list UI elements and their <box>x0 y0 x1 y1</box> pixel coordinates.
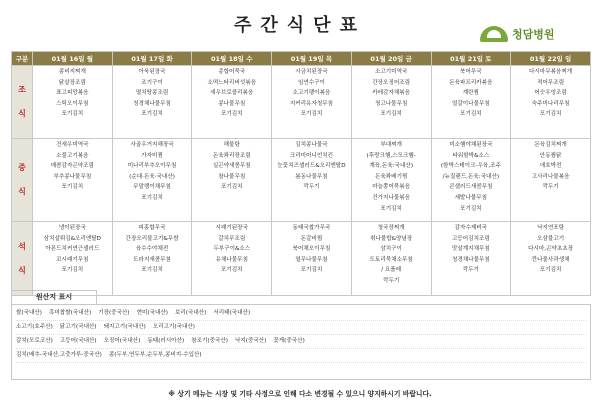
menu-cell <box>431 222 511 296</box>
menu-item: 포기김치 <box>300 111 323 118</box>
menu-item: 북어채오이무침 <box>292 246 331 253</box>
menu-item: 취나물밥&양념장 <box>370 235 413 242</box>
menu-item: 포기김치 <box>220 184 243 191</box>
menu-item: 삼치구이 <box>380 246 402 253</box>
menu-item: 시래기된장국 <box>215 225 248 231</box>
menu-item: 콩나물무침 <box>218 100 246 107</box>
menu-item: 고등어김치조림 <box>451 235 490 242</box>
menu-item: 청경채나물무침 <box>133 100 171 107</box>
menu-item: 미소햄야채된장국 <box>449 142 493 148</box>
menu-item: 포기김치 <box>380 111 402 118</box>
menu-item: 깍두기 <box>462 267 479 274</box>
menu-item: 소고기미역국 <box>374 69 408 75</box>
menu-item: 포기김치 <box>141 111 163 118</box>
menu-item: 지커리유자청무침 <box>289 100 334 107</box>
menu-item: 포기김치 <box>539 111 562 118</box>
origin-line <box>16 321 586 335</box>
menu-item: 어슷우엉조림 <box>534 90 567 97</box>
menu-item: 마늘쫑어묵볶음 <box>372 184 411 191</box>
origin-entry: 닭고기(국내산) <box>59 324 97 330</box>
menu-item: 소떡느타리버섯볶음 <box>207 79 257 86</box>
meal-label <box>12 139 33 222</box>
meal-label-char: 석 <box>18 241 26 251</box>
origin-box <box>11 304 591 380</box>
menu-item: 유채나물무침 <box>215 256 248 263</box>
menu-cell <box>272 139 352 222</box>
menu-cell <box>112 222 192 296</box>
notice-text: ※ 상기 메뉴는 시장 및 기타 사정으로 인해 다소 변경될 수 있으니 양지하시기 바랍니다. <box>168 390 432 398</box>
menu-item: (순대·돈육·국내산) <box>129 173 175 180</box>
menu-cell <box>112 139 192 222</box>
menu-item: 멸치땅콩조림 <box>135 90 169 97</box>
day-header: 01월 20일 금 <box>351 52 431 66</box>
menu-cell <box>351 139 431 222</box>
day-header: 01월 19일 목 <box>272 52 352 66</box>
menu-item: 삼치살튀김&오리엔탈D <box>43 235 101 242</box>
menu-item: 적어무조림 <box>537 79 565 86</box>
origin-entry: 참조기(중국산) <box>191 338 228 344</box>
menu-item: 봄동나물무침 <box>295 173 328 180</box>
menu-item: 도라지새콤무침 <box>133 256 171 263</box>
menu-cell <box>272 66 352 139</box>
menu-item: 육수수야채전 <box>135 246 169 253</box>
origin-entry: 돼지고기(국내산) <box>103 324 146 330</box>
origin-entry: 갈치(모로코산) <box>16 338 53 344</box>
day-header-row <box>12 52 591 66</box>
menu-cell <box>511 222 591 296</box>
weekly-menu-table <box>11 51 591 296</box>
menu-item: 안동찜닭 <box>539 152 562 159</box>
menu-item: 소고기팽이볶음 <box>292 90 331 97</box>
day-header: 01월 17일 화 <box>112 52 192 66</box>
menu-cell <box>431 66 511 139</box>
origin-line <box>16 307 586 321</box>
menu-cell <box>33 139 113 222</box>
menu-item: 갈치무조림 <box>218 235 246 242</box>
menu-item: 청경채나물무침 <box>451 256 490 263</box>
menu-item: 돈육꽈리장조림 <box>212 152 251 159</box>
menu-item: 건새우미역국 <box>56 142 89 148</box>
menu-item: 낙지연포탕 <box>537 225 565 231</box>
menu-cell <box>192 66 272 139</box>
menu-item: 포기김치 <box>220 267 243 274</box>
menu-item: 임연수구이 <box>297 79 325 86</box>
meal-row <box>12 139 591 222</box>
menu-item: 조기구이 <box>141 79 163 86</box>
menu-item: (함박스테이크-우육,조주 <box>440 163 501 170</box>
menu-item: 맛살계지채무침 <box>451 246 490 253</box>
menu-item: 꼬시래기무침 <box>56 256 89 263</box>
menu-item: 콘샐러드새콤무침 <box>449 184 493 191</box>
menu-item: 돈육파프리카볶음 <box>449 79 493 86</box>
menu-item: 얼갈이나물무침 <box>451 100 490 107</box>
menu-item: 매콤감자곤약조림 <box>50 163 94 170</box>
menu-item: 닭살장조림 <box>58 79 86 86</box>
meal-label-char: 중 <box>18 163 26 172</box>
menu-item: 사골우거지해장국 <box>130 142 174 148</box>
meal-row <box>12 222 591 296</box>
menu-item: 실곤약새콤무침 <box>212 163 251 170</box>
origin-entry: 콩(두부,연두부,순두부,콩비지-수입산) <box>108 352 202 358</box>
origin-entry: 오징어(국내산) <box>103 338 141 344</box>
menu-item: / 요플레 <box>381 267 402 274</box>
origin-entry: 낙지(중국산) <box>234 338 267 344</box>
menu-item: 새우브로콜리볶음 <box>210 90 254 97</box>
menu-item: 북어무국 <box>460 69 482 75</box>
origin-entry: 동태(러시아산) <box>147 338 185 344</box>
origin-entry: 기장(중국산) <box>98 310 130 316</box>
origin-entry: 서리태(국내산) <box>213 310 251 316</box>
menu-item: 카레감자채볶음 <box>372 90 411 97</box>
menu-item: 도토리묵채소무침 <box>369 256 413 263</box>
menu-item: 오삼불고기 <box>537 235 565 242</box>
meal-label-char: 조 <box>18 85 26 94</box>
menu-item: 부추콩나물무침 <box>53 173 92 180</box>
menu-item: 포기김치 <box>460 205 482 212</box>
day-header: 01월 16일 월 <box>33 52 113 66</box>
menu-item: 김치콩나물국 <box>295 142 328 148</box>
menu-item: 돈갈비찜 <box>300 235 323 242</box>
menu-item: 해물탕 <box>223 142 240 148</box>
menu-item: 고사리나물볶음 <box>531 173 570 180</box>
menu-item: 열무나물무침 <box>295 256 328 263</box>
origin-line <box>16 335 586 349</box>
menu-item: 냉이된장국 <box>58 225 86 231</box>
origin-entry: 보리(국내산) <box>174 310 207 316</box>
origin-title: 원산지 표시 <box>11 290 97 305</box>
menu-item: 숙주미나리무침 <box>531 100 570 107</box>
origin-entry: 꽃게(중국산) <box>273 338 305 344</box>
menu-item: 다시마,곤약초초장 <box>528 246 574 253</box>
origin-line <box>16 349 586 363</box>
origin-entry: 쌀(국내산) <box>16 310 42 316</box>
menu-item: 아욱된장국 <box>138 69 166 75</box>
meal-label <box>12 66 33 139</box>
menu-cell <box>272 222 352 296</box>
origin-entry: 오리고기(국내산) <box>152 324 195 330</box>
menu-item: 부대찌개 <box>380 142 402 148</box>
origin-entry: 흑미찹쌀(국내산) <box>48 310 92 316</box>
menu-item: 표고피망볶음 <box>56 90 89 97</box>
menu-item: 종합어묵국 <box>218 69 246 75</box>
menu-item: 포기김치 <box>61 267 84 274</box>
menu-item: 깍두기 <box>542 184 559 191</box>
menu-cell <box>431 139 511 222</box>
menu-item: 가자미찜 <box>141 152 163 159</box>
menu-item: 간장오리불고기&무쌈 <box>125 235 179 242</box>
menu-item: 포기김치 <box>141 194 163 201</box>
origin-entry: 현미(국내산) <box>136 310 168 316</box>
menu-item: 돈육김치찌개 <box>534 142 567 148</box>
menu-item: 포기김치 <box>380 205 402 212</box>
menu-cell <box>351 66 431 139</box>
menu-item: 감자수제비국 <box>454 225 488 231</box>
menu-item: 건가지나물볶음 <box>372 194 411 201</box>
menu-item: 계육,돈육:국내산) <box>369 163 413 170</box>
menu-cell <box>511 66 591 139</box>
menu-item: /뉴질랜드,돈육:국내산) <box>442 173 500 180</box>
menu-item: 깍두기 <box>303 184 320 191</box>
menu-item: 눈꽃치즈샐러드&오리엔탈D <box>277 163 346 170</box>
menu-item: 계란찜 <box>462 90 479 97</box>
menu-item: 콩비지찌개 <box>58 69 86 75</box>
menu-item: 포기김치 <box>460 111 482 118</box>
menu-cell <box>351 222 431 296</box>
menu-item: 무말랭이채무침 <box>133 184 171 191</box>
menu-item: 다시마무볶음찌개 <box>528 69 573 75</box>
menu-item: 두부구이&소스 <box>213 246 251 253</box>
menu-cell <box>511 139 591 222</box>
hospital-logo-icon <box>480 26 508 42</box>
menu-item: 크리미어니언치킨 <box>289 152 334 159</box>
menu-cell <box>192 139 272 222</box>
hospital-name: 청담병원 <box>512 28 555 41</box>
menu-item: (후랑크햄,스모크햄- <box>366 152 416 159</box>
meal-row <box>12 66 591 139</box>
menu-cell <box>33 66 113 139</box>
menu-item: 애호박전 <box>539 163 562 170</box>
menu-item: 소불고기볶음 <box>56 152 89 159</box>
day-header: 01월 18일 수 <box>192 52 272 66</box>
menu-item: 돈육꽈배기찜 <box>374 173 408 180</box>
meal-label-char: 식 <box>18 109 26 118</box>
menu-item: 아몬드치커연근샐러드 <box>45 246 100 253</box>
menu-item: 간장오징어조림 <box>372 79 411 86</box>
menu-item: 포기김치 <box>141 267 163 274</box>
day-header: 01월 22일 일 <box>511 52 591 66</box>
meal-label-char: 식 <box>18 265 26 275</box>
menu-item: 깐나물사과생채 <box>531 256 570 263</box>
origin-entry: 고등어(국내산) <box>59 338 97 344</box>
hospital-logo <box>480 26 555 42</box>
menu-item: 깍두기 <box>383 277 400 284</box>
origin-entry: 소고기(호주산) <box>16 324 53 330</box>
menu-item: 청국장찌개 <box>377 225 405 231</box>
header-corner: 구분 <box>12 52 33 66</box>
menu-item: 타워함박&소스 <box>452 152 490 159</box>
menu-item: 스틱오이무침 <box>56 100 89 107</box>
day-header: 01월 21일 토 <box>431 52 511 66</box>
menu-cell <box>112 66 192 139</box>
menu-item: 청고나물무침 <box>374 100 408 107</box>
menu-item: 동태국찹가무국 <box>292 225 331 231</box>
menu-item: 세발나물무침 <box>454 194 488 201</box>
meal-label <box>12 222 33 296</box>
menu-item: 미나리부추오이무침 <box>127 163 177 170</box>
menu-item: 포기김치 <box>539 267 562 274</box>
menu-cell <box>192 222 272 296</box>
menu-item: 포기김치 <box>300 267 323 274</box>
menu-item: 포기김치 <box>61 111 84 118</box>
meal-label-char: 식 <box>18 187 26 196</box>
menu-item: 시금치된장국 <box>295 69 328 75</box>
menu-item: 참나물무침 <box>218 173 246 180</box>
page-title: 주간식단표 <box>234 15 366 36</box>
menu-item: 포기김치 <box>220 111 243 118</box>
menu-item: 포기김치 <box>61 184 84 191</box>
origin-entry: 김치(배추-국내산,고춧가루-중국산) <box>16 352 102 358</box>
menu-item: 피홍합무국 <box>138 225 166 231</box>
menu-cell <box>33 222 113 296</box>
